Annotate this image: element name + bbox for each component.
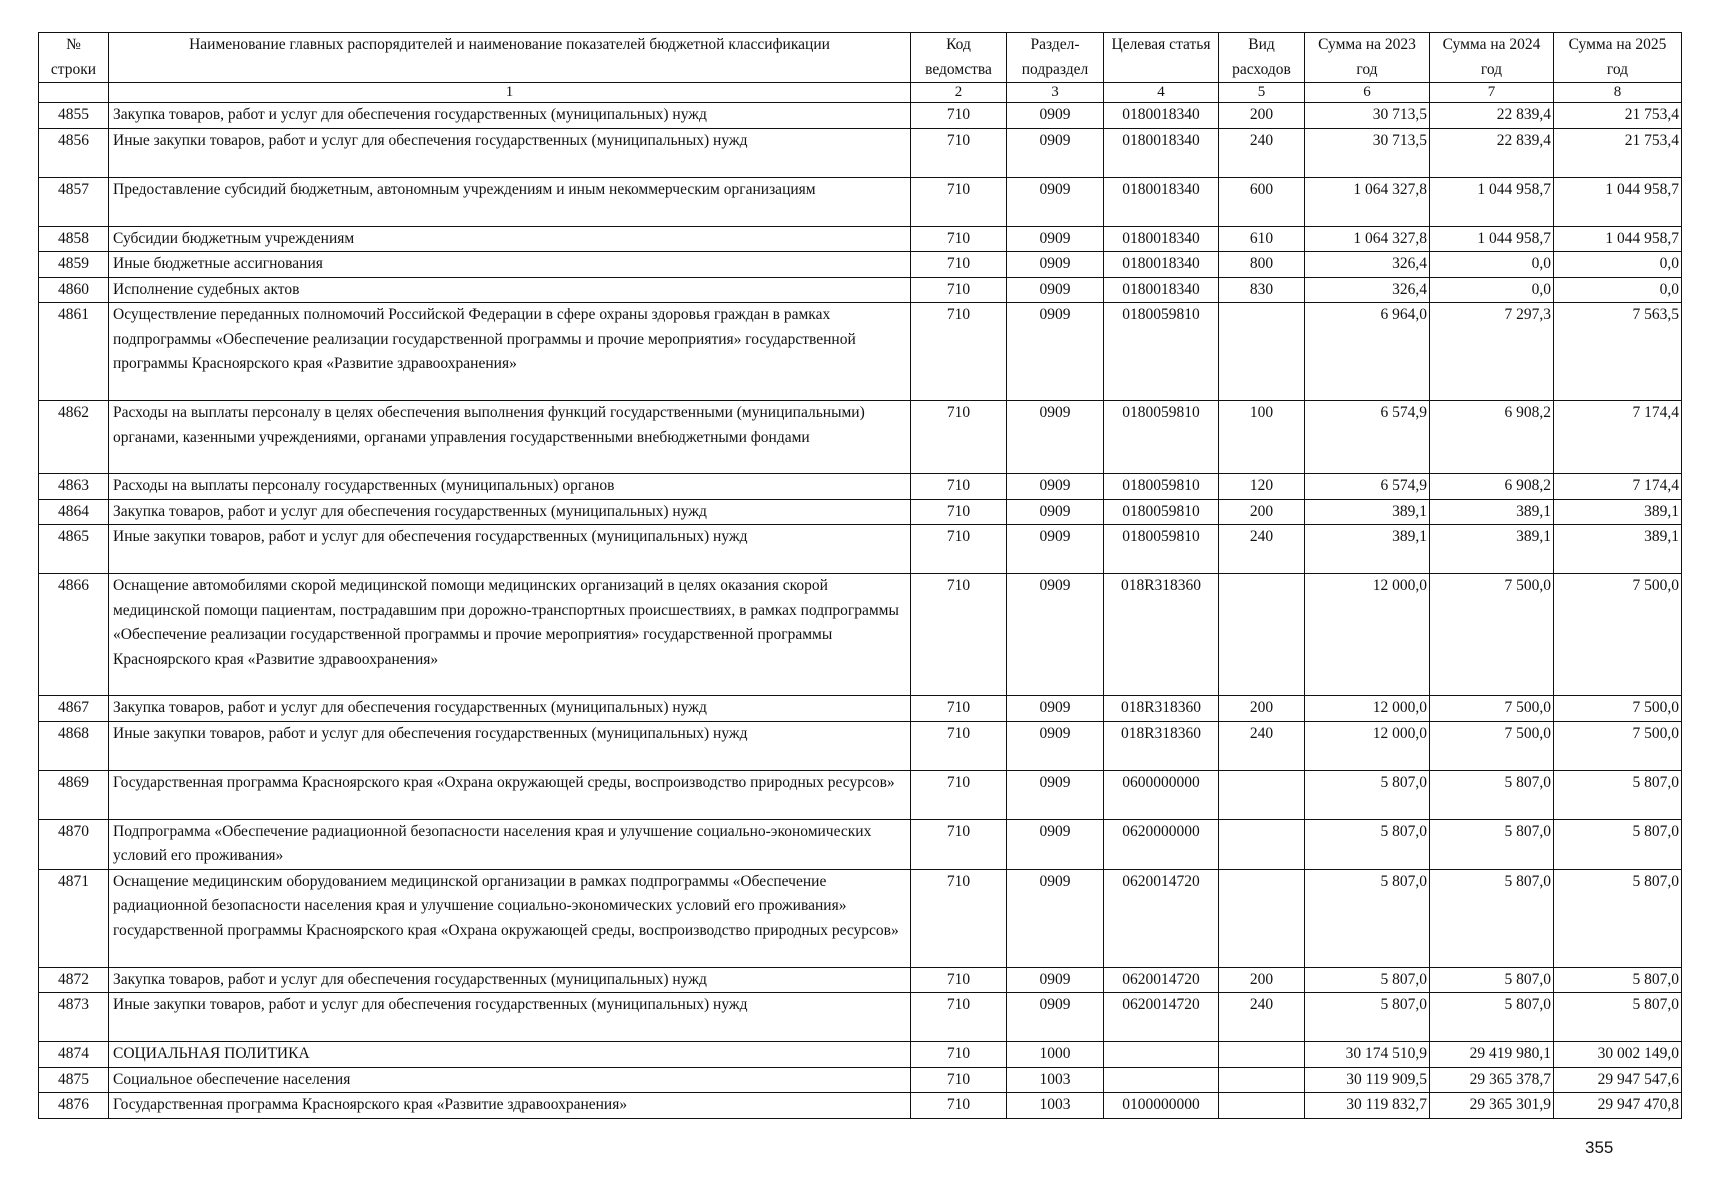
target-article: 0620014720 [1104, 993, 1219, 1042]
sum-2025: 30 002 149,0 [1554, 1042, 1682, 1068]
section-code: 1003 [1007, 1067, 1104, 1093]
department-code: 710 [911, 277, 1007, 303]
sum-2024: 29 365 378,7 [1430, 1067, 1554, 1093]
sum-2023: 30 713,5 [1305, 128, 1430, 177]
row-name: СОЦИАЛЬНАЯ ПОЛИТИКА [109, 1042, 911, 1068]
target-article: 0600000000 [1104, 770, 1219, 819]
sum-2025: 5 807,0 [1554, 819, 1682, 869]
sum-2023: 12 000,0 [1305, 721, 1430, 770]
row-number: 4855 [39, 103, 109, 129]
section-code: 0909 [1007, 574, 1104, 696]
sum-2025: 1 044 958,7 [1554, 177, 1682, 226]
table-row [39, 103, 1682, 129]
table-row [39, 474, 1682, 500]
row-number: 4871 [39, 869, 109, 967]
expense-type: 600 [1219, 177, 1305, 226]
sum-2023: 12 000,0 [1305, 696, 1430, 722]
sum-2025: 7 500,0 [1554, 696, 1682, 722]
department-code: 710 [911, 721, 1007, 770]
department-code: 710 [911, 696, 1007, 722]
expense-type: 200 [1219, 103, 1305, 129]
sum-2024: 1 044 958,7 [1430, 226, 1554, 252]
sum-2024: 5 807,0 [1430, 967, 1554, 993]
index-cell: 1 [109, 83, 911, 103]
table-row [39, 696, 1682, 722]
sum-2024: 7 500,0 [1430, 696, 1554, 722]
sum-2025: 1 044 958,7 [1554, 226, 1682, 252]
sum-2024: 22 839,4 [1430, 128, 1554, 177]
section-code: 0909 [1007, 277, 1104, 303]
sum-2023: 6 574,9 [1305, 474, 1430, 500]
sum-2025: 7 500,0 [1554, 721, 1682, 770]
table-row [39, 574, 1682, 696]
sum-2023: 1 064 327,8 [1305, 177, 1430, 226]
department-code: 710 [911, 993, 1007, 1042]
target-article: 0180059810 [1104, 499, 1219, 525]
department-code: 710 [911, 499, 1007, 525]
sum-2024: 5 807,0 [1430, 770, 1554, 819]
sum-2024: 5 807,0 [1430, 869, 1554, 967]
department-code: 710 [911, 525, 1007, 574]
row-number: 4868 [39, 721, 109, 770]
target-article: 0100000000 [1104, 1093, 1219, 1119]
row-number: 4872 [39, 967, 109, 993]
section-code: 1003 [1007, 1093, 1104, 1119]
header-section: Раздел-подраздел [1007, 33, 1104, 83]
expense-type: 240 [1219, 993, 1305, 1042]
sum-2025: 21 753,4 [1554, 103, 1682, 129]
department-code: 710 [911, 819, 1007, 869]
expense-type: 830 [1219, 277, 1305, 303]
sum-2025: 0,0 [1554, 277, 1682, 303]
sum-2023: 5 807,0 [1305, 770, 1430, 819]
section-code: 0909 [1007, 252, 1104, 278]
table-row [39, 499, 1682, 525]
department-code: 710 [911, 770, 1007, 819]
table-row [39, 252, 1682, 278]
section-code: 0909 [1007, 525, 1104, 574]
sum-2023: 326,4 [1305, 277, 1430, 303]
department-code: 710 [911, 128, 1007, 177]
expense-type [1219, 770, 1305, 819]
department-code: 710 [911, 1067, 1007, 1093]
expense-type: 610 [1219, 226, 1305, 252]
row-number: 4859 [39, 252, 109, 278]
target-article: 018R318360 [1104, 696, 1219, 722]
target-article: 0180018340 [1104, 277, 1219, 303]
section-code: 0909 [1007, 103, 1104, 129]
department-code: 710 [911, 1042, 1007, 1068]
department-code: 710 [911, 177, 1007, 226]
expense-type: 200 [1219, 696, 1305, 722]
table-row [39, 869, 1682, 967]
row-name: Закупка товаров, работ и услуг для обеспечения государственных (муниципальных) нужд [109, 967, 911, 993]
target-article: 0180018340 [1104, 252, 1219, 278]
target-article: 0620000000 [1104, 819, 1219, 869]
sum-2025: 5 807,0 [1554, 967, 1682, 993]
sum-2025: 7 500,0 [1554, 574, 1682, 696]
section-code: 0909 [1007, 499, 1104, 525]
row-name: Подпрограмма «Обеспечение радиационной безопасности населения края и улучшение социально-экономических условий его проживания» [109, 819, 911, 869]
row-name: Расходы на выплаты персоналу государственных (муниципальных) органов [109, 474, 911, 500]
table-row [39, 1042, 1682, 1068]
sum-2025: 389,1 [1554, 499, 1682, 525]
sum-2023: 5 807,0 [1305, 869, 1430, 967]
section-code: 0909 [1007, 128, 1104, 177]
column-index-row [39, 83, 1682, 103]
sum-2023: 5 807,0 [1305, 967, 1430, 993]
expense-type: 120 [1219, 474, 1305, 500]
expense-type: 800 [1219, 252, 1305, 278]
row-name: Исполнение судебных актов [109, 277, 911, 303]
sum-2024: 6 908,2 [1430, 474, 1554, 500]
sum-2023: 5 807,0 [1305, 819, 1430, 869]
row-number: 4862 [39, 401, 109, 474]
sum-2024: 389,1 [1430, 499, 1554, 525]
row-number: 4856 [39, 128, 109, 177]
row-name: Субсидии бюджетным учреждениям [109, 226, 911, 252]
header-sum-2025: Сумма на 2025 год [1554, 33, 1682, 83]
expense-type: 240 [1219, 128, 1305, 177]
target-article: 0180018340 [1104, 177, 1219, 226]
index-cell: 8 [1554, 83, 1682, 103]
header-sum-2023: Сумма на 2023 год [1305, 33, 1430, 83]
expense-type: 200 [1219, 499, 1305, 525]
table-row [39, 277, 1682, 303]
sum-2023: 30 119 832,7 [1305, 1093, 1430, 1119]
row-number: 4875 [39, 1067, 109, 1093]
target-article: 0620014720 [1104, 869, 1219, 967]
index-cell: 5 [1219, 83, 1305, 103]
header-row-number: № строки [39, 33, 109, 83]
section-code: 1000 [1007, 1042, 1104, 1068]
department-code: 710 [911, 474, 1007, 500]
header-name: Наименование главных распорядителей и наименование показателей бюджетной классификации [109, 33, 911, 83]
section-code: 0909 [1007, 721, 1104, 770]
row-name: Иные закупки товаров, работ и услуг для обеспечения государственных (муниципальных) нужд [109, 721, 911, 770]
row-number: 4870 [39, 819, 109, 869]
department-code: 710 [911, 226, 1007, 252]
sum-2024: 6 908,2 [1430, 401, 1554, 474]
row-number: 4873 [39, 993, 109, 1042]
sum-2024: 7 500,0 [1430, 721, 1554, 770]
department-code: 710 [911, 574, 1007, 696]
table-row [39, 177, 1682, 226]
expense-type [1219, 1093, 1305, 1119]
table-row [39, 770, 1682, 819]
expense-type [1219, 574, 1305, 696]
row-number: 4861 [39, 303, 109, 401]
row-number: 4857 [39, 177, 109, 226]
sum-2024: 1 044 958,7 [1430, 177, 1554, 226]
header-target-article: Целевая статья [1104, 33, 1219, 83]
row-number: 4864 [39, 499, 109, 525]
table-row [39, 819, 1682, 869]
table-row [39, 226, 1682, 252]
expense-type [1219, 1067, 1305, 1093]
sum-2023: 30 119 909,5 [1305, 1067, 1430, 1093]
header-sum-2024: Сумма на 2024 год [1430, 33, 1554, 83]
section-code: 0909 [1007, 401, 1104, 474]
row-name: Закупка товаров, работ и услуг для обеспечения государственных (муниципальных) нужд [109, 103, 911, 129]
sum-2025: 7 174,4 [1554, 474, 1682, 500]
expense-type: 100 [1219, 401, 1305, 474]
section-code: 0909 [1007, 696, 1104, 722]
table-row [39, 1093, 1682, 1119]
sum-2024: 0,0 [1430, 252, 1554, 278]
expense-type [1219, 819, 1305, 869]
row-name: Государственная программа Красноярского края «Охрана окружающей среды, воспроизводство природных ресурсов» [109, 770, 911, 819]
sum-2024: 22 839,4 [1430, 103, 1554, 129]
budget-table [38, 32, 1682, 1119]
sum-2024: 29 419 980,1 [1430, 1042, 1554, 1068]
row-name: Оснащение медицинским оборудованием медицинской организации в рамках подпрограммы «Обеспечение радиационной безопасности населения края и улучшение социально-экономических условий его проживания» государственной программы Красноярского края «Охрана окружающей среды, воспроизводство природных ресурсов» [109, 869, 911, 967]
sum-2024: 5 807,0 [1430, 993, 1554, 1042]
row-name: Иные закупки товаров, работ и услуг для обеспечения государственных (муниципальных) нужд [109, 993, 911, 1042]
department-code: 710 [911, 401, 1007, 474]
target-article: 018R318360 [1104, 574, 1219, 696]
index-cell: 3 [1007, 83, 1104, 103]
sum-2023: 6 964,0 [1305, 303, 1430, 401]
department-code: 710 [911, 252, 1007, 278]
section-code: 0909 [1007, 967, 1104, 993]
row-name: Осуществление переданных полномочий Российской Федерации в сфере охраны здоровья граждан в рамках подпрограммы «Обеспечение реализации государственной программы и прочие мероприятия» государственной программы Красноярского края «Развитие здравоохранения» [109, 303, 911, 401]
target-article: 0180018340 [1104, 103, 1219, 129]
target-article: 0620014720 [1104, 967, 1219, 993]
target-article [1104, 1042, 1219, 1068]
expense-type: 200 [1219, 967, 1305, 993]
row-name: Закупка товаров, работ и услуг для обеспечения государственных (муниципальных) нужд [109, 696, 911, 722]
target-article: 0180059810 [1104, 401, 1219, 474]
target-article: 018R318360 [1104, 721, 1219, 770]
department-code: 710 [911, 103, 1007, 129]
sum-2025: 5 807,0 [1554, 770, 1682, 819]
row-name: Закупка товаров, работ и услуг для обеспечения государственных (муниципальных) нужд [109, 499, 911, 525]
sum-2023: 389,1 [1305, 525, 1430, 574]
table-row [39, 303, 1682, 401]
section-code: 0909 [1007, 474, 1104, 500]
page-number: 355 [1585, 1138, 1614, 1157]
sum-2024: 5 807,0 [1430, 819, 1554, 869]
sum-2024: 0,0 [1430, 277, 1554, 303]
budget-table-container [38, 32, 1681, 1119]
row-name: Государственная программа Красноярского края «Развитие здравоохранения» [109, 1093, 911, 1119]
sum-2023: 6 574,9 [1305, 401, 1430, 474]
table-row [39, 1067, 1682, 1093]
sum-2024: 29 365 301,9 [1430, 1093, 1554, 1119]
row-number: 4863 [39, 474, 109, 500]
index-cell: 6 [1305, 83, 1430, 103]
sum-2024: 7 500,0 [1430, 574, 1554, 696]
sum-2023: 326,4 [1305, 252, 1430, 278]
sum-2023: 1 064 327,8 [1305, 226, 1430, 252]
section-code: 0909 [1007, 993, 1104, 1042]
row-number: 4865 [39, 525, 109, 574]
row-name: Социальное обеспечение населения [109, 1067, 911, 1093]
sum-2024: 389,1 [1430, 525, 1554, 574]
table-row [39, 721, 1682, 770]
department-code: 710 [911, 1093, 1007, 1119]
sum-2025: 7 174,4 [1554, 401, 1682, 474]
row-name: Предоставление субсидий бюджетным, автономным учреждениям и иным некоммерческим организациям [109, 177, 911, 226]
header-expense-type: Вид расходов [1219, 33, 1305, 83]
sum-2025: 7 563,5 [1554, 303, 1682, 401]
target-article: 0180059810 [1104, 303, 1219, 401]
sum-2023: 5 807,0 [1305, 993, 1430, 1042]
header-department-code: Код ведомства [911, 33, 1007, 83]
header-row [39, 33, 1682, 83]
row-number: 4860 [39, 277, 109, 303]
table-row [39, 128, 1682, 177]
table-row [39, 525, 1682, 574]
table-row [39, 993, 1682, 1042]
row-name: Оснащение автомобилями скорой медицинской помощи медицинских организаций в целях оказания скорой медицинской помощи пациентам, пострадавшим при дорожно-транспортных происшествиях, в рамках подпрограммы «Обеспечение реализации государственной программы и прочие мероприятия» государственной программы Красноярского края «Развитие здравоохранения» [109, 574, 911, 696]
index-cell: 2 [911, 83, 1007, 103]
expense-type: 240 [1219, 721, 1305, 770]
row-name: Расходы на выплаты персоналу в целях обеспечения выполнения функций государственными (муниципальными) органами, казенными учреждениями, органами управления государственными внебюджетными фондами [109, 401, 911, 474]
expense-type [1219, 1042, 1305, 1068]
sum-2023: 12 000,0 [1305, 574, 1430, 696]
row-name: Иные закупки товаров, работ и услуг для обеспечения государственных (муниципальных) нужд [109, 128, 911, 177]
target-article: 0180018340 [1104, 128, 1219, 177]
department-code: 710 [911, 869, 1007, 967]
target-article: 0180059810 [1104, 474, 1219, 500]
index-cell: 7 [1430, 83, 1554, 103]
section-code: 0909 [1007, 770, 1104, 819]
expense-type [1219, 869, 1305, 967]
row-name: Иные закупки товаров, работ и услуг для обеспечения государственных (муниципальных) нужд [109, 525, 911, 574]
target-article: 0180018340 [1104, 226, 1219, 252]
expense-type: 240 [1219, 525, 1305, 574]
row-number: 4866 [39, 574, 109, 696]
sum-2023: 389,1 [1305, 499, 1430, 525]
sum-2023: 30 174 510,9 [1305, 1042, 1430, 1068]
row-name: Иные бюджетные ассигнования [109, 252, 911, 278]
table-row [39, 401, 1682, 474]
section-code: 0909 [1007, 303, 1104, 401]
row-number: 4876 [39, 1093, 109, 1119]
expense-type [1219, 303, 1305, 401]
section-code: 0909 [1007, 177, 1104, 226]
sum-2025: 5 807,0 [1554, 869, 1682, 967]
section-code: 0909 [1007, 869, 1104, 967]
sum-2025: 29 947 547,6 [1554, 1067, 1682, 1093]
department-code: 710 [911, 303, 1007, 401]
row-number: 4874 [39, 1042, 109, 1068]
sum-2025: 5 807,0 [1554, 993, 1682, 1042]
sum-2025: 0,0 [1554, 252, 1682, 278]
sum-2023: 30 713,5 [1305, 103, 1430, 129]
sum-2025: 21 753,4 [1554, 128, 1682, 177]
department-code: 710 [911, 967, 1007, 993]
sum-2024: 7 297,3 [1430, 303, 1554, 401]
row-number: 4867 [39, 696, 109, 722]
section-code: 0909 [1007, 226, 1104, 252]
sum-2025: 29 947 470,8 [1554, 1093, 1682, 1119]
sum-2025: 389,1 [1554, 525, 1682, 574]
index-cell-empty [39, 83, 109, 103]
row-number: 4869 [39, 770, 109, 819]
target-article: 0180059810 [1104, 525, 1219, 574]
target-article [1104, 1067, 1219, 1093]
row-number: 4858 [39, 226, 109, 252]
section-code: 0909 [1007, 819, 1104, 869]
index-cell: 4 [1104, 83, 1219, 103]
table-row [39, 967, 1682, 993]
